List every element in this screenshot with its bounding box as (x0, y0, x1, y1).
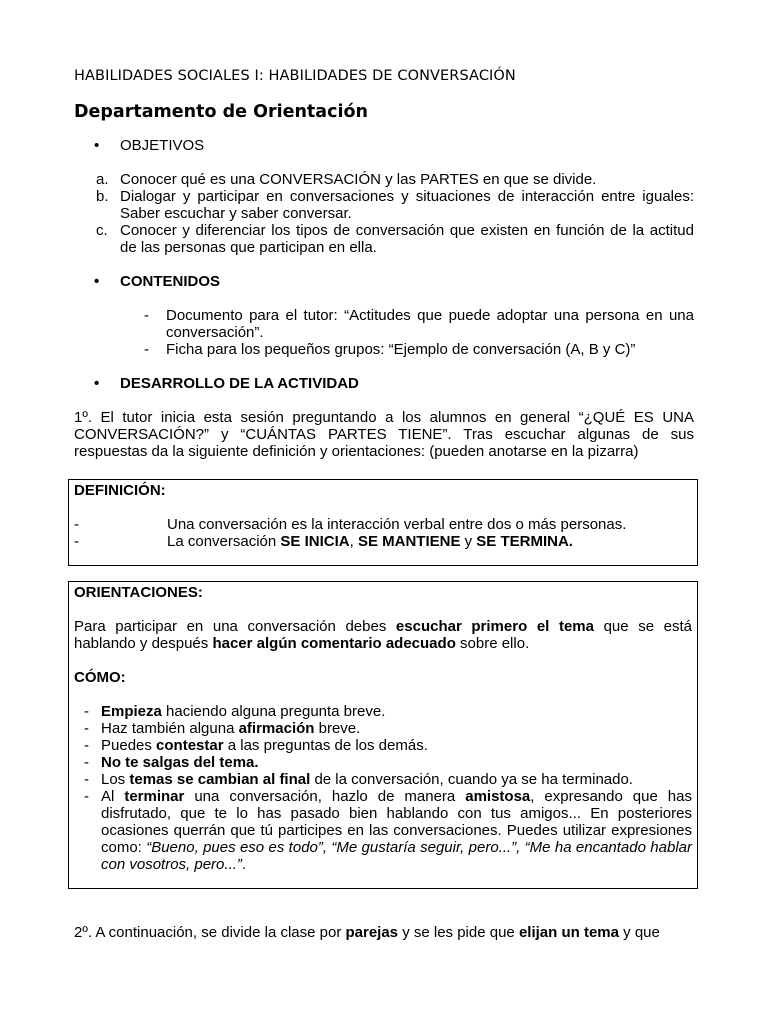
text-run-bold: Empieza (101, 703, 162, 720)
text-run: y que (618, 924, 660, 941)
list-item (74, 720, 692, 737)
list-marker: - (74, 516, 79, 533)
list-marker: - (84, 703, 89, 720)
list-item-text: Ficha para los pequeños grupos: “Ejemplo de conversación (A, B y C)” (166, 341, 636, 358)
list-item (74, 222, 694, 256)
objetivos-label: OBJETIVOS (120, 137, 205, 154)
contenidos-list (74, 307, 694, 358)
desarrollo-bullet (74, 375, 694, 392)
como-list (74, 703, 692, 873)
text-run: que se está hablando y después (74, 618, 692, 652)
text-run: y (460, 533, 477, 550)
objetivos-list (74, 171, 694, 256)
list-item-text: Conocer y diferenciar los tipos de conversación que existen en función de la actitud de las personas que participan en ella. (120, 222, 694, 256)
text-run: Los (101, 771, 130, 788)
orientaciones-title: ORIENTACIONES: (74, 584, 203, 601)
definicion-title: DEFINICIÓN: (74, 482, 166, 499)
list-marker: - (84, 720, 89, 737)
text-run-bold: temas se cambian al final (129, 771, 311, 788)
text-run: Puedes (101, 737, 157, 754)
definicion-text: Una conversación es la interacción verbal entre dos o más personas. (167, 516, 627, 533)
document-body (74, 68, 694, 460)
paragraph-step-1: 1º. El tutor inicia esta sesión preguntando a los alumnos en general “¿QUÉ ES UNA CONVERSACIÓN?” y “CUÁNTAS PARTES TIENE”. Tras escuchar algunas de sus respuestas da la siguiente definición y orientaciones: (pueden anotarse en la pizarra) (74, 409, 694, 460)
list-item (74, 307, 694, 341)
text-run-bold: No te salgas del tema. (101, 754, 259, 771)
list-item (74, 188, 694, 222)
text-run: , (349, 533, 358, 550)
list-item-text: Dialogar y participar en conversaciones y situaciones de interacción entre iguales: Saber escuchar y saber conversar. (120, 188, 694, 222)
list-marker: - (84, 771, 89, 788)
objetivos-bullet (74, 137, 694, 154)
text-run: . (241, 856, 247, 873)
text-run-bold: hacer algún comentario adecuado (212, 635, 456, 652)
text-run-bold: terminar (124, 788, 185, 805)
definicion-box (68, 479, 698, 566)
text-run-bold: contestar (156, 737, 224, 754)
text-run-bold: escuchar primero el tema (395, 618, 594, 635)
text-run-bold: parejas (345, 924, 399, 941)
list-marker: - (84, 788, 89, 805)
text-run-bold: elijan un tema (518, 924, 619, 941)
list-marker: - (84, 754, 89, 771)
document-title: HABILIDADES SOCIALES I: HABILIDADES DE CONVERSACIÓN (74, 68, 516, 84)
list-marker: c. (96, 222, 108, 239)
definicion-row (74, 516, 692, 533)
paragraph-step-2 (74, 924, 694, 941)
definicion-row (74, 533, 692, 550)
desarrollo-label: DESARROLLO DE LA ACTIVIDAD (120, 375, 359, 392)
text-run-bold: SE TERMINA. (476, 533, 573, 550)
department-heading: Departamento de Orientación (74, 102, 368, 122)
text-run: haciendo alguna pregunta breve. (161, 703, 386, 720)
text-run: , expresando que has disfrutado, que te lo has pasado bien hablando con tus amigos... En posteriores ocasiones querrán que tú participes en las conversaciones. Puedes utilizar expresiones como: (101, 788, 692, 856)
text-run: sobre ello. (455, 635, 530, 652)
list-item (74, 341, 694, 358)
list-item (74, 171, 694, 188)
list-marker: - (144, 307, 149, 324)
list-marker: - (84, 737, 89, 754)
text-run: y se les pide que (398, 924, 519, 941)
list-marker: - (74, 533, 79, 550)
list-marker: b. (96, 188, 109, 205)
contenidos-label: CONTENIDOS (120, 273, 221, 290)
orientaciones-box (68, 581, 698, 889)
bullet-icon: • (94, 273, 100, 290)
text-run: Para participar en una conversación debes (74, 618, 396, 635)
list-item (74, 703, 692, 720)
text-run: La conversación (167, 533, 281, 550)
list-item (74, 754, 692, 771)
list-marker: - (144, 341, 149, 358)
list-item (74, 771, 692, 788)
list-item-text: Conocer qué es una CONVERSACIÓN y las PARTES en que se divide. (120, 171, 597, 188)
text-run-bold: SE MANTIENE (357, 533, 461, 550)
text-run: Haz también alguna (101, 720, 239, 737)
text-run-bold: afirmación (238, 720, 315, 737)
list-item (74, 788, 692, 873)
text-run: 2º. A continuación, se divide la clase por (74, 924, 346, 941)
list-marker: a. (96, 171, 109, 188)
list-item (74, 737, 692, 754)
text-run: breve. (314, 720, 361, 737)
text-run-italic: “Bueno, pues eso es todo”, “Me gustaría seguir, pero...”, “Me ha encantado hablar con vosotros, pero...” (101, 839, 692, 873)
text-run: Al (101, 788, 125, 805)
text-run: una conversación, hazlo de manera (184, 788, 466, 805)
bullet-icon: • (94, 137, 100, 154)
orientaciones-paragraph (74, 618, 692, 652)
bullet-icon: • (94, 375, 100, 392)
list-item-text: Documento para el tutor: “Actitudes que puede adoptar una persona en una conversación”. (166, 307, 694, 341)
contenidos-bullet (74, 273, 694, 290)
text-run-bold: amistosa (465, 788, 531, 805)
como-heading: CÓMO: (74, 669, 126, 686)
text-run: a las preguntas de los demás. (223, 737, 428, 754)
text-run: de la conversación, cuando ya se ha terminado. (310, 771, 633, 788)
text-run-bold: SE INICIA (280, 533, 350, 550)
